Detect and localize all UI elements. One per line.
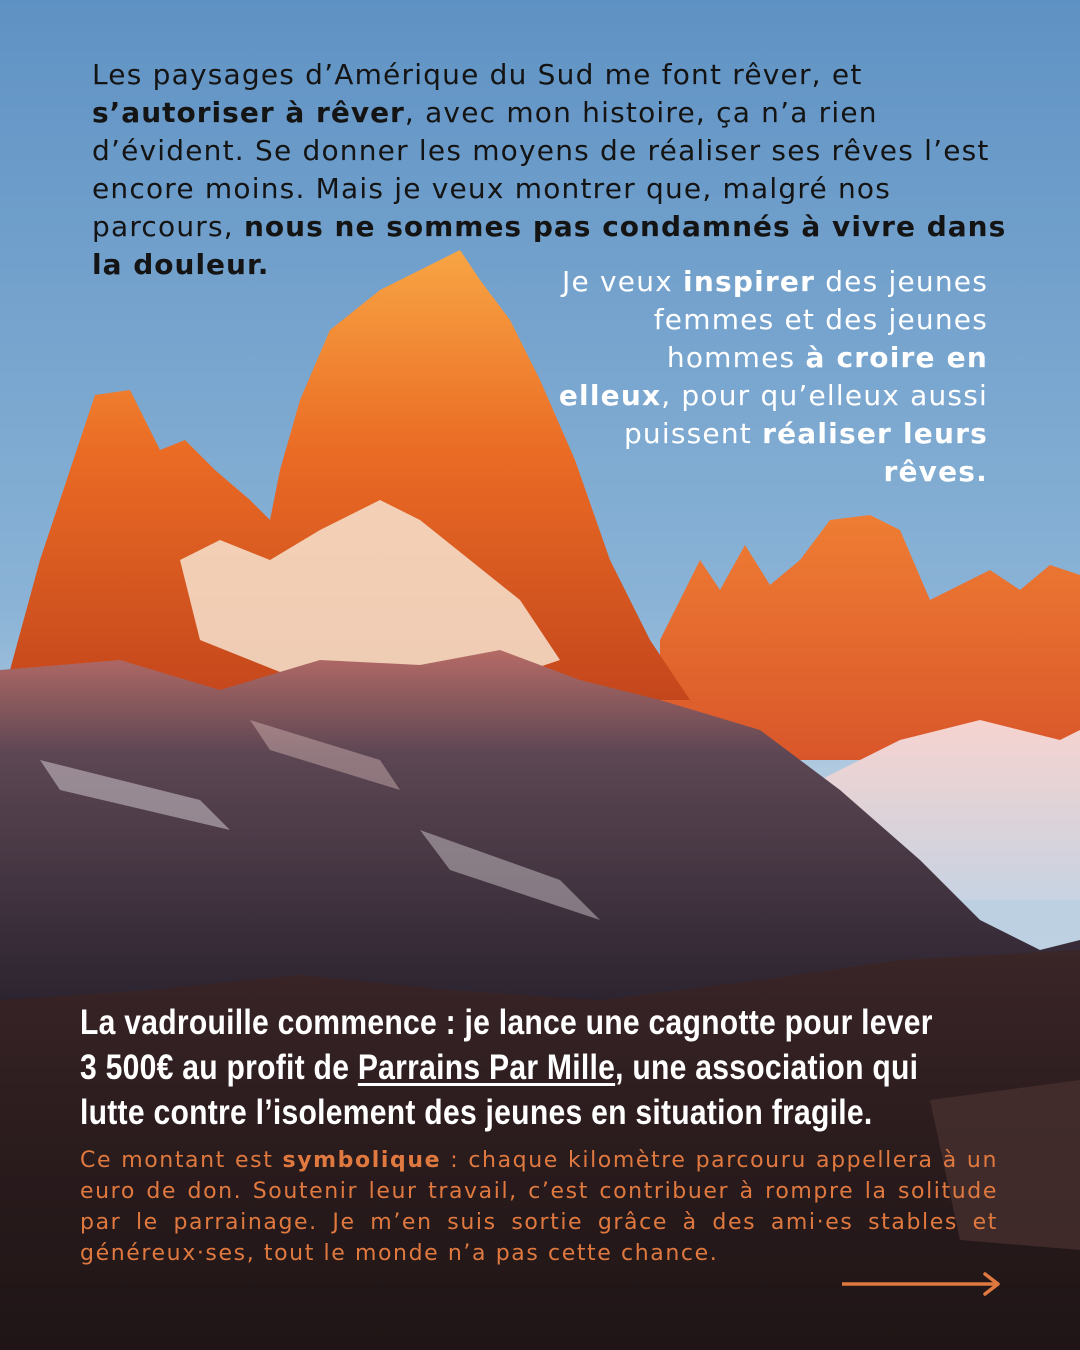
inspire-bold-3: réaliser leurs rêves. (762, 417, 988, 488)
detail-paragraph (80, 1145, 998, 1269)
intro-text-1: Les paysages d’Amérique du Sud me font rêver, et (92, 58, 863, 91)
headline-line-1: La vadrouille commence : je lance une cagnotte pour lever (80, 1003, 933, 1042)
intro-bold-2: nous ne sommes pas condamnés à vivre dans la douleur. (92, 210, 1007, 281)
inspire-bold-2: à croire en elleux (558, 341, 988, 412)
intro-paragraph (92, 56, 1012, 284)
headline-line-2-pre: 3 500€ au profit de (80, 1048, 358, 1087)
intro-bold-1: s’autoriser à rêver (92, 96, 405, 129)
detail-bold-1: symbolique (282, 1148, 442, 1173)
inspire-text-2: des jeunes femmes et des jeunes hommes (653, 265, 988, 374)
detail-text-1: Ce montant est (80, 1148, 283, 1173)
detail-text-2: : chaque kilomètre parcouru appellera à un euro de don. Soutenir leur travail, c’est contribuer à rompre la solitude par le parrainage. Je m’en suis sortie grâce à des ami·es stables et généreux·ses, tout le monde n’a pas cette chance. (80, 1148, 998, 1266)
headline-line-2-post: , une association qui (615, 1048, 919, 1087)
intro-text-2: , avec mon histoire, ça n’a rien d’évident. Se donner les moyens de réaliser ses rêves l’est encore moins. Mais je veux montrer que, malgré nos parcours, (92, 96, 990, 243)
headline-line-3: lutte contre l’isolement des jeunes en situation fragile. (80, 1093, 873, 1132)
parrains-par-mille-link[interactable]: Parrains Par Mille (357, 1048, 616, 1087)
headline-line-2 (80, 1045, 919, 1090)
fundraising-headline (80, 1000, 933, 1135)
inspire-paragraph (548, 263, 988, 491)
inspire-text-1: Je veux (562, 265, 684, 298)
arrow-right-icon[interactable] (842, 1270, 1002, 1298)
inspire-text-3: , pour qu’elleux aussi puissent (623, 379, 988, 450)
inspire-bold-1: inspirer (683, 265, 816, 298)
